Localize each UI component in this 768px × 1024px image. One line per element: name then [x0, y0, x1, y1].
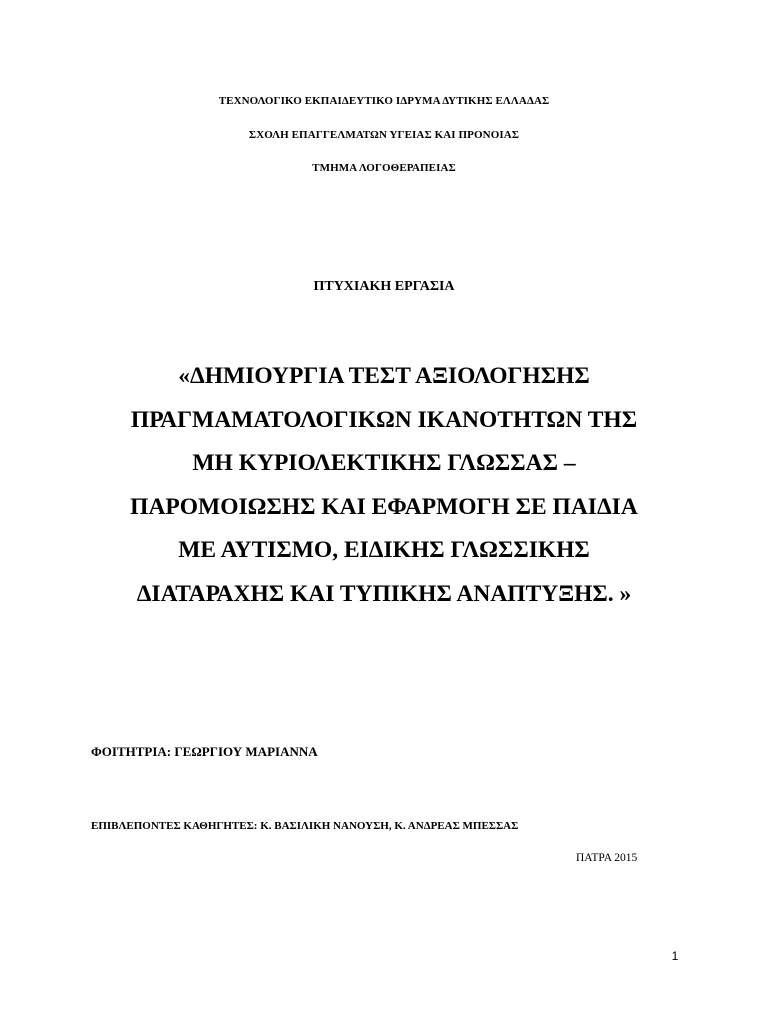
place-date: ΠΑΤΡΑ 2015 [576, 852, 638, 864]
title-line-3: ΜΗ ΚΥΡΙΟΛΕΚΤΙΚΗΣ ΓΛΩΣΣΑΣ – [192, 450, 576, 477]
supervisors-line [91, 820, 518, 832]
title-line-1: «ΔΗΜΙΟΥΡΓΙΑ ΤΕΣΤ ΑΞΙΟΛΟΓΗΣΗΣ [178, 363, 590, 389]
thesis-title [0, 355, 768, 617]
title-line-6: ΔΙΑΤΑΡΑΧΗΣ ΚΑΙ ΤΥΠΙΚΗΣ ΑΝΑΠΤΥΞΗΣ. » [136, 580, 632, 607]
supervisors-label: ΕΠΙΒΛΕΠΟΝΤΕΣ ΚΑΘΗΓΗΤΕΣ: [91, 820, 258, 832]
student-name: ΓΕΩΡΓΙΟΥ ΜΑΡΙΑΝΝΑ [174, 744, 318, 759]
student-label: ΦΟΙΤΗΤΡΙΑ: [91, 744, 172, 759]
title-line-2: ΠΡΑΓΜΑΜΑΤΟΛΟΓΙΚΩΝ ΙΚΑΝΟΤΗΤΩΝ ΤΗΣ [130, 406, 638, 433]
page-number: 1 [671, 949, 679, 963]
document-type: ΠΤΥΧΙΑΚΗ ΕΡΓΑΣΙΑ [313, 279, 455, 294]
student-line [91, 744, 318, 760]
title-line-5: ΜΕ ΑΥΤΙΣΜΟ, ΕΙΔΙΚΗΣ ΓΛΩΣΣΙΚΗΣ [178, 537, 590, 564]
title-line-4: ΠΑΡΟΜΟΙΩΣΗΣ ΚΑΙ ΕΦΑΡΜΟΓΗ ΣΕ ΠΑΙΔΙΑ [130, 493, 638, 520]
school-name: ΣΧΟΛΗ ΕΠΑΓΓΕΛΜΑΤΩΝ ΥΓΕΙΑΣ ΚΑΙ ΠΡΟΝΟΙΑΣ [248, 129, 520, 141]
institution-name: ΤΕΧΝΟΛΟΓΙΚΟ ΕΚΠΑΙΔΕΥΤΙΚΟ ΙΔΡΥΜΑ ΔΥΤΙΚΗΣ ΕΛΛΑΔΑΣ [218, 95, 550, 107]
department-name: ΤΜΗΜΑ ΛΟΓΟΘΕΡΑΠΕΙΑΣ [312, 162, 456, 174]
supervisors-names: Κ. ΒΑΣΙΛΙΚΗ ΝΑΝΟΥΣΗ, Κ. ΑΝΔΡΕΑΣ ΜΠΕΣΣΑΣ [260, 820, 519, 832]
